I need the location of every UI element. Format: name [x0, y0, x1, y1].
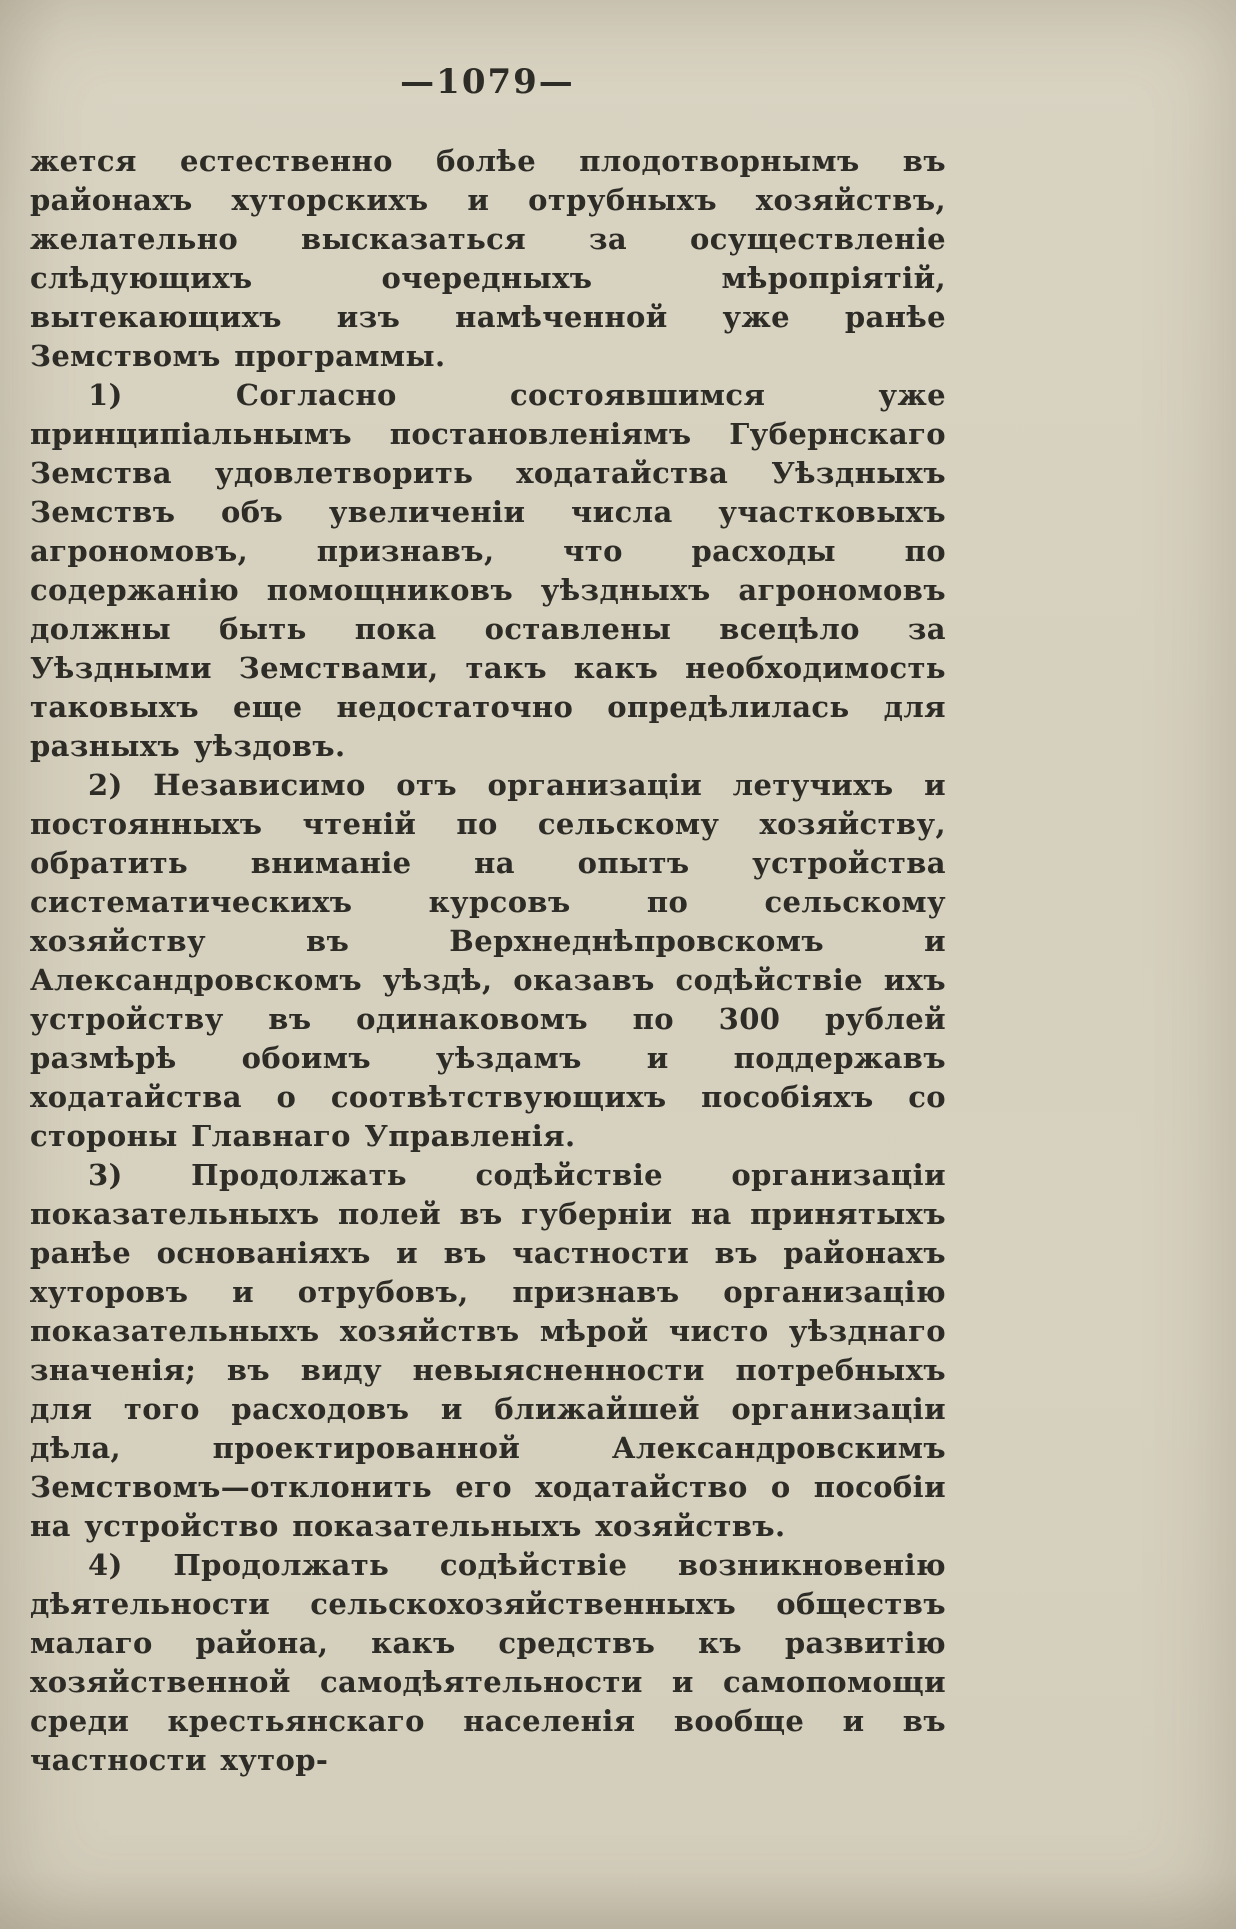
paragraph-item-1: 1) Согласно состоявшимся уже принципіальнымъ постановленіямъ Губернскаго Земства удовлетворить ходатайства Уѣздныхъ Земствъ объ увеличеніи числа участковыхъ агрономовъ, признавъ, что расходы по содержанію помощниковъ уѣздныхъ агрономовъ должны быть пока оставлены всецѣло за Уѣздными Земствами, такъ какъ необходимость таковыхъ еще недостаточно опредѣлилась для разныхъ уѣздовъ.	[30, 378, 946, 763]
paragraph-item-2: 2) Независимо отъ организаціи летучихъ и постоянныхъ чтеній по сельскому хозяйству, обратить вниманіе на опытъ устройства систематическихъ курсовъ по сельскому хозяйству въ Верхнеднѣпровскомъ и Александровскомъ уѣздѣ, оказавъ содѣйствіе ихъ устройству въ одинаковомъ по 300 рублей размѣрѣ обоимъ уѣздамъ и поддержавъ ходатайства о соотвѣтствующихъ пособіяхъ со стороны Главнаго Управленія.	[30, 768, 946, 1153]
paragraph-continuation: жется естественно болѣе плодотворнымъ въ районахъ хуторскихъ и отрубныхъ хозяйствъ, желательно высказаться за осуществленіе слѣдующихъ очередныхъ мѣропріятій, вытекающихъ изъ намѣченной уже ранѣе Земствомъ программы.	[30, 144, 946, 373]
text-block	[30, 142, 946, 1780]
page-number: —1079—	[400, 62, 575, 102]
paragraph-item-3: 3) Продолжать содѣйствіе организаціи показательныхъ полей въ губерніи на принятыхъ ранѣе основаніяхъ и въ частности въ районахъ хуторовъ и отрубовъ, признавъ организацію показательныхъ хозяйствъ мѣрой чисто уѣзднаго значенія; въ виду невыясненности потребныхъ для того расходовъ и ближайшей организаціи дѣла, проектированной Александровскимъ Земствомъ—отклонить его ходатайство о пособіи на устройство показательныхъ хозяйствъ.	[30, 1158, 946, 1543]
paragraph-item-4: 4) Продолжать содѣйствіе возникновенію дѣятельности сельскохозяйственныхъ обществъ малаго района, какъ средствъ къ развитію хозяйственной самодѣятельности и самопомощи среди крестьянскаго населенія вообще и въ частности хутор-	[30, 1548, 946, 1777]
